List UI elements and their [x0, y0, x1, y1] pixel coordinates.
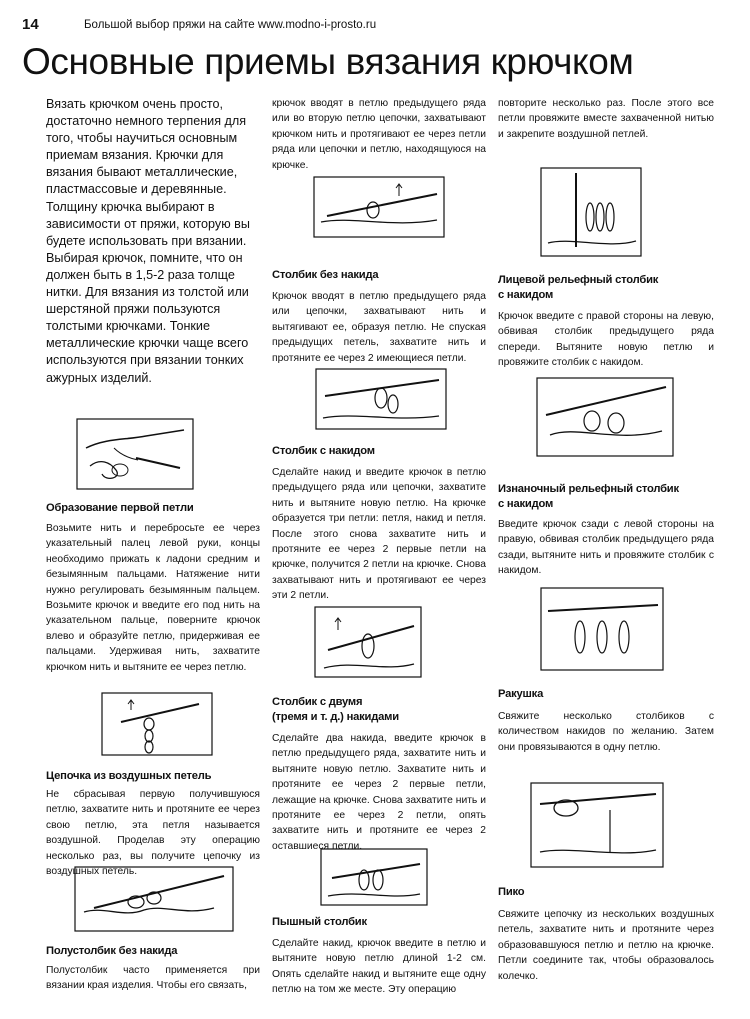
- bpdc-heading-line2: с накидом: [498, 498, 554, 510]
- shell-text: Свяжите несколько столбиков с количеством накидов по желанию. Затем они провязываются в одну петлю.: [498, 711, 714, 753]
- bpdc-text: Введите крючок сзади с левой стороны на правую, обвивая столбик предыдущего ряда сзади, вытяните нить и провяжите столбик с накидом.: [498, 519, 714, 577]
- bpdc-heading-line1: Изнаночный рельефный столбик: [498, 483, 679, 495]
- puff-text: Сделайте накид, крючок введите в петлю и вытяните новую петлю длиной 1-2 см. Опять сделайте накид и вытяните еще одну петлю на том же месте. Эту операцию: [272, 938, 486, 996]
- first-loop-illustration: [76, 418, 194, 490]
- fpdc-text: Крючок введите с правой стороны на левую, обвивая столбик предыдущего ряда спереди. Вытяните новую петлю и провяжите столбик с накидом.: [498, 311, 714, 369]
- half-sc-text: Полустолбик часто применяется при вязании края изделия. Чтобы его связать,: [46, 965, 260, 992]
- intro-text: Вязать крючком очень просто, достаточно немного терпения для того, чтобы научиться основным приемам вязания. Крючки для вязания бывают металлические, пластмассовые и деревянные. Толщину крючка выбирают в зависимости от пряжи, которую вы будете использовать при вязании. Выбирая крючок, помните, что он должен быть в 1,5-2 раза толще нитки. Для вязания из толстой или шерстяной пряжи пользуются толстыми крючками. Тонкие металлические крючки чаще всего используются при вязании тонких ажурных изделий.: [46, 97, 250, 385]
- page-title: Основные приемы вязания крючком: [22, 41, 634, 82]
- chain-illustration: [101, 692, 213, 756]
- puff-heading: Пышный столбик: [272, 916, 367, 928]
- chain-text: Не сбрасывая первую получившуюся петлю, захватите нить и протяните ее через свою петлю, эта петля называется воздушной. Проделав эту операцию несколько раз, вы получите цепочку из воздушных петель.: [46, 789, 260, 878]
- tr-heading-line2: (тремя и т. д.) накидами: [272, 711, 399, 723]
- half-sc-step-illustration: [313, 176, 445, 238]
- chain-heading: Цепочка из воздушных петель: [46, 770, 212, 782]
- sc-text: Крючок вводят в петлю предыдущего ряда или цепочки, захватывают нить и вытягивают ее, образуя петлю. Не спуская предыдущих петель, захватите нить и протяните ее через 2 имеющиеся петли.: [272, 291, 486, 364]
- puff-continued-text: повторите несколько раз. После этого все петли провяжите вместе захваченной нитью и закрепите воздушной петлей.: [498, 98, 714, 140]
- tr-text: Сделайте два накида, введите крючок в петлю предыдущего ряда, захватите нить и вытяните новую петлю. Захватите нить и протяните ее через 2 первые петли, лежащие на крючке. Снова захватите нить и протяните ее через 2 петли, опять захватите нить и протяните ее через 2 оставшиеся петли.: [272, 733, 486, 852]
- half-sc-heading: Полустолбик без накида: [46, 945, 178, 957]
- first-loop-text: Возьмите нить и перебросьте ее через указательный палец левой руки, концы необходимо прижать к ладони средним и безымянным пальцами. Натяжение нити нужно регулировать безымянным пальцем. Возьмите крючок и введите его под нить на указательном пальце, поверните крючок влево и образуйте петлю, придерживая ее пальцами. Удерживая нить, захватите крючком нить и вытяните ее через петлю.: [46, 523, 260, 673]
- picot-heading: Пико: [498, 886, 525, 898]
- fpdc-heading-line2: с накидом: [498, 289, 554, 301]
- half-sc-illustration: [74, 866, 234, 932]
- site-banner: Большой выбор пряжи на сайте www.modno-i-prosto.ru: [84, 19, 377, 31]
- fpdc-heading-line1: Лицевой рельефный столбик: [498, 274, 659, 286]
- first-loop-heading: Образование первой петли: [46, 502, 194, 514]
- sc-illustration: [315, 368, 447, 430]
- tr-illustration: [320, 848, 428, 906]
- dc-heading: Столбик с накидом: [272, 445, 375, 457]
- puff-illustration: [540, 167, 642, 257]
- tr-heading-line1: Столбик с двумя: [272, 696, 363, 708]
- sc-heading: Столбик без накида: [272, 269, 379, 281]
- picot-text: Свяжите цепочку из нескольких воздушных петель, захватите нить и протяните через образовавшуюся петлю и петлю на крючке. Петли соедините так, чтобы образовалось колечко.: [498, 909, 714, 982]
- half-sc-continued-text: крючок вводят в петлю предыдущего ряда или во вторую петлю цепочки, захватывают крючком нить и протягивают ее через петли ряда или цепочки и петлю, находящуюся на крючке.: [272, 98, 486, 171]
- shell-heading: Ракушка: [498, 688, 544, 700]
- fpdc-illustration: [536, 377, 674, 457]
- bpdc-illustration: [540, 587, 664, 671]
- page-number: 14: [22, 16, 39, 33]
- dc-illustration: [314, 606, 422, 678]
- page-header: [22, 16, 742, 34]
- shell-illustration: [530, 782, 664, 868]
- dc-text: Сделайте накид и введите крючок в петлю предыдущего ряда или цепочки, захватите нить и вытяните новую петлю. На крючке образуется три петли: петля, накид и петля. После этого снова захватите нить и протяните ее через 2 первые петли на крючке, получится 2 петли на крючке. Снова захватывают нить и протягивают ее через эти 2 петли.: [272, 467, 486, 602]
